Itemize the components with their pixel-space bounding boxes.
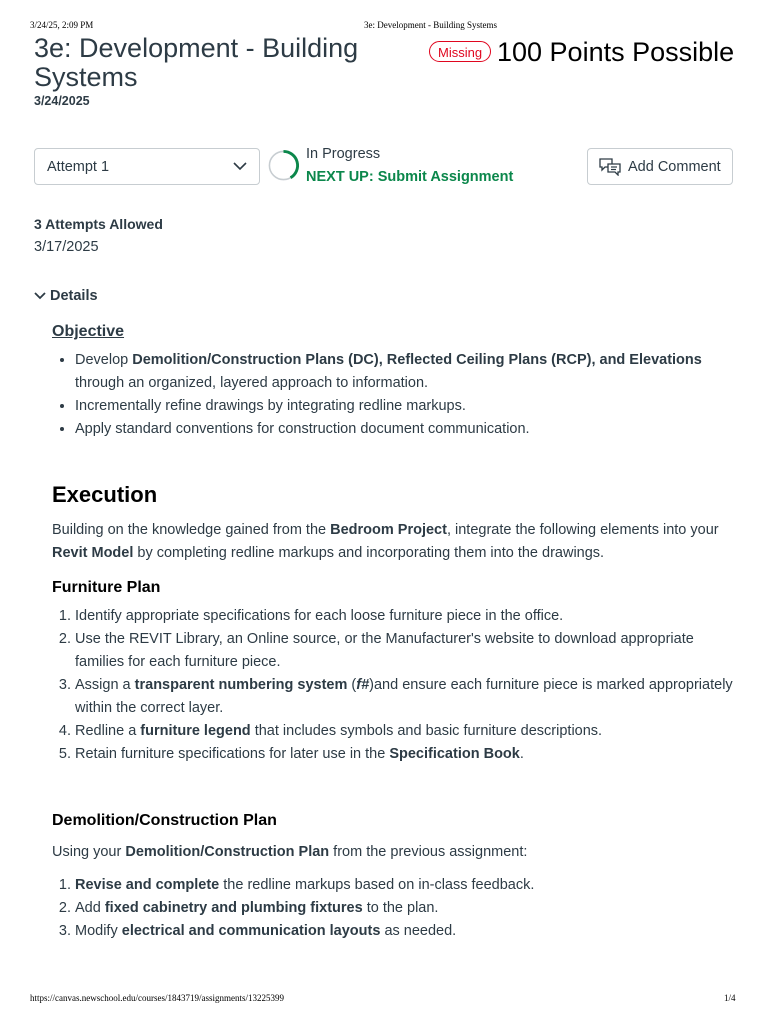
list-item: 3. Modify electrical and communication layouts as needed. (75, 920, 742, 943)
list-item: 4. Redline a furniture legend that includes symbols and basic furniture descriptions. (75, 720, 742, 743)
details-label: Details (50, 288, 98, 304)
print-footer-page: 1/4 (724, 993, 736, 1003)
furniture-plan-list (52, 605, 742, 766)
attempt-select[interactable] (34, 148, 260, 185)
print-header-datetime: 3/24/25, 2:09 PM (30, 20, 94, 30)
list-item: 1. Identify appropriate specifications for each loose furniture piece in the office. (75, 605, 742, 628)
points-possible: 100 Points Possible (497, 37, 735, 67)
list-item: • Develop Demolition/Construction Plans (DC), Reflected Ceiling Plans (RCP), and Elevations through an organized, layered approach to information. (75, 349, 742, 395)
next-up-link[interactable]: NEXT UP: Submit Assignment (306, 169, 514, 185)
execution-paragraph: Building on the knowledge gained from the Bedroom Project, integrate the following elements into your Revit Model by completing redline markups and incorporating them into the drawings. (52, 522, 719, 561)
assignment-date: 3/24/2025 (34, 94, 90, 108)
comment-icon (599, 158, 621, 176)
assignment-description (52, 320, 742, 943)
list-item: 3. Assign a transparent numbering system (f#)and ensure each furniture piece is marked appropriately within the correct layer. (75, 674, 742, 720)
attempt-select-value: Attempt 1 (47, 158, 110, 175)
chevron-down-icon (233, 162, 247, 171)
print-header-title: 3e: Development - Building Systems (364, 20, 497, 30)
objective-list (52, 349, 742, 441)
missing-badge: Missing (429, 41, 491, 62)
demolition-plan-heading: Demolition/Construction Plan (52, 812, 277, 829)
assignment-title: 3e: Development - Building Systems (34, 33, 359, 92)
list-item: 1. Revise and complete the redline markups based on in-class feedback. (75, 874, 742, 897)
add-comment-label: Add Comment (628, 158, 721, 175)
attempts-allowed: 3 Attempts Allowed (34, 216, 163, 232)
add-comment-button[interactable] (587, 148, 733, 185)
objective-heading: Objective (52, 323, 125, 340)
progress-spinner-icon (267, 149, 300, 182)
list-item: 2. Use the REVIT Library, an Online source, or the Manufacturer's website to download appropriate families for each furniture piece. (75, 628, 742, 674)
list-item: 5. Retain furniture specifications for later use in the Specification Book. (75, 743, 742, 766)
attempt-date: 3/17/2025 (34, 239, 99, 255)
demolition-plan-list (52, 874, 742, 943)
progress-status: In Progress (306, 146, 381, 162)
list-item: 2. Add fixed cabinetry and plumbing fixtures to the plan. (75, 897, 742, 920)
chevron-down-icon (34, 292, 46, 300)
list-item: • Incrementally refine drawings by integrating redline markups. (75, 395, 742, 418)
demolition-intro: Using your Demolition/Construction Plan from the previous assignment: (52, 844, 528, 860)
furniture-plan-heading: Furniture Plan (52, 579, 161, 596)
details-toggle[interactable] (34, 288, 98, 304)
print-footer-url: https://canvas.newschool.edu/courses/1843719/assignments/13225399 (30, 993, 284, 1003)
execution-heading: Execution (52, 482, 158, 507)
list-item: • Apply standard conventions for construction document communication. (75, 418, 742, 441)
